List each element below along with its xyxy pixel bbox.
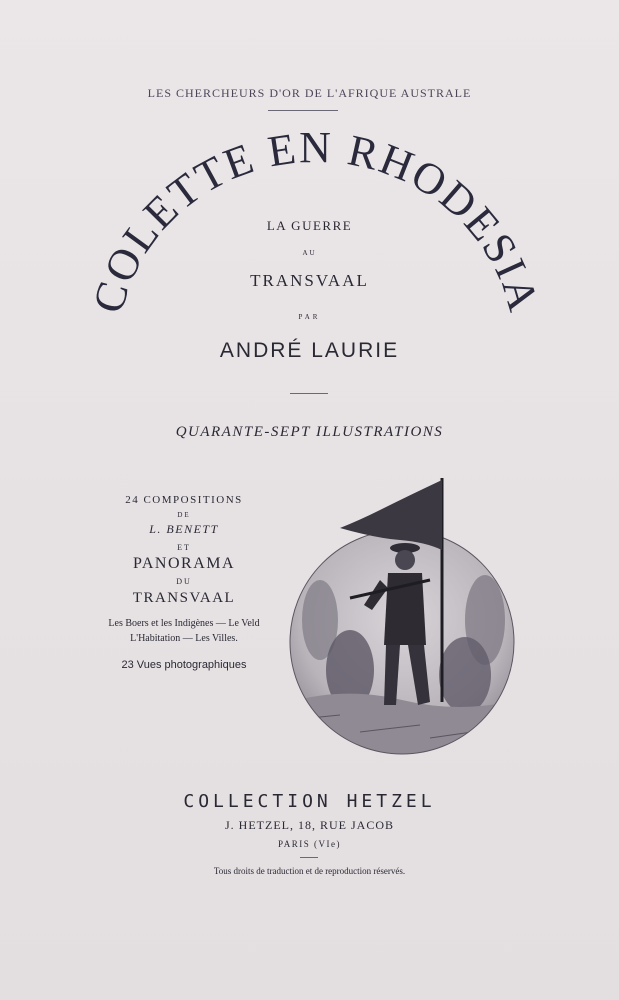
main-title: COLETTE EN RHODESIA bbox=[83, 122, 549, 319]
publisher-address: J. HETZEL, 18, RUE JACOB bbox=[225, 818, 394, 832]
subtitle-line-3: TRANSVAAL bbox=[250, 271, 369, 290]
illustration-credits bbox=[95, 494, 273, 671]
photo-count: 23 Vues photographiques bbox=[121, 659, 247, 671]
et-label: ET bbox=[177, 543, 191, 552]
vignette-illustration bbox=[280, 470, 525, 755]
subtitle-line-2: AU bbox=[302, 249, 317, 257]
rights-notice: Tous droits de traduction et de reproduction réservés. bbox=[213, 866, 406, 876]
publisher-city: PARIS (VIe) bbox=[278, 839, 341, 849]
middle-rule bbox=[290, 393, 328, 394]
illustrations-heading: QUARANTE-SEPT ILLUSTRATIONS bbox=[175, 424, 444, 440]
description-line-2: L'Habitation — Les Villes. bbox=[130, 633, 238, 644]
subtitle-line-1: LA GUERRE bbox=[266, 218, 353, 233]
description-line-1: Les Boers et les Indigènes — Le Veld bbox=[108, 618, 260, 629]
panorama-description bbox=[95, 616, 273, 646]
compositions-count: 24 COMPOSITIONS bbox=[125, 494, 243, 506]
bottom-rule bbox=[300, 857, 318, 858]
de-label: DE bbox=[177, 511, 191, 519]
series-title: LES CHERCHEURS D'OR DE L'AFRIQUE AUSTRALE bbox=[147, 86, 472, 100]
by-label: PAR bbox=[298, 313, 321, 321]
collection-name: COLLECTION HETZEL bbox=[183, 791, 436, 812]
illustrator-name: L. BENETT bbox=[149, 522, 219, 536]
du-label: DU bbox=[176, 577, 192, 586]
panorama-label: PANORAMA bbox=[132, 555, 236, 572]
author-name: ANDRÉ LAURIE bbox=[219, 339, 400, 362]
transvaal-label: TRANSVAAL bbox=[132, 590, 236, 606]
